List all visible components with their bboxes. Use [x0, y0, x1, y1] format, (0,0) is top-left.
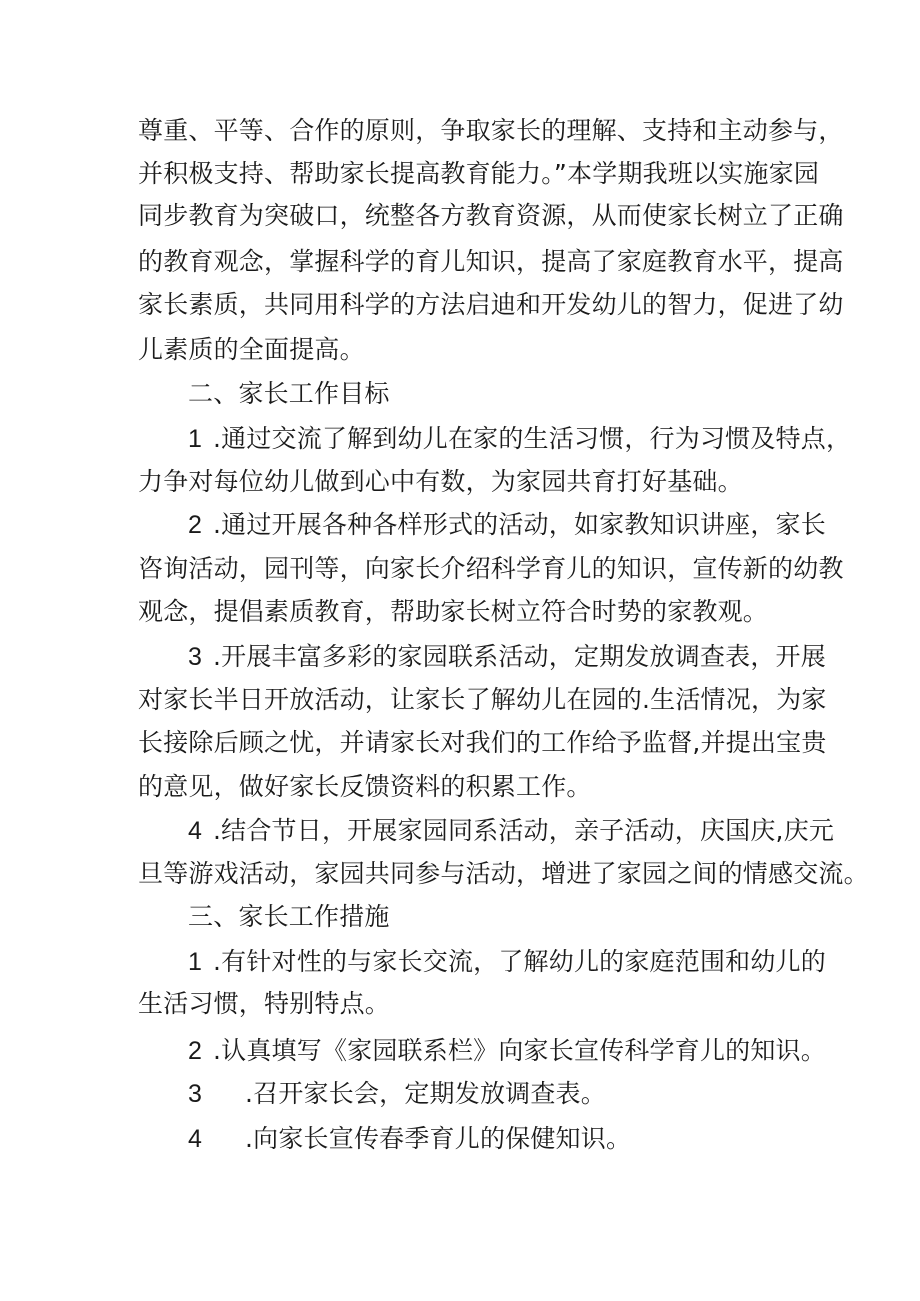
list-number: 2: [188, 1037, 203, 1065]
section-heading: 三、家长工作措施: [188, 902, 390, 931]
list-number: 2: [188, 511, 203, 539]
list-item-text: .认真填写《家园联系栏》向家长宣传科学育儿的知识。: [213, 1036, 826, 1065]
paragraph-line: 家长素质，共同用科学的方法启迪和开发幼儿的智力，促进了幼: [138, 290, 844, 319]
list-number: 4: [188, 1125, 203, 1153]
list-item-text: .有针对性的与家长交流，了解幼儿的家庭范围和幼儿的: [213, 947, 826, 976]
list-item-text: .结合节日，开展家园同系活动，亲子活动，庆国庆,庆元: [213, 816, 835, 845]
paragraph-line: 并积极支持、帮助家长提高教育能力。”本学期我班以实施家园: [138, 159, 820, 188]
list-item-first-line: [188, 1126, 631, 1152]
list-item-line: 观念，提倡素质教育，帮助家长树立符合时势的家教观。: [138, 597, 769, 626]
list-item-first-line: [188, 1081, 606, 1107]
list-item-text: .开展丰富多彩的家园联系活动，定期发放调查表，开展: [213, 642, 826, 671]
list-number: 1: [188, 425, 203, 453]
list-item-line: 旦等游戏活动，家园共同参与活动，增进了家园之间的情感交流。: [138, 859, 869, 888]
list-item-line: 咨询活动，园刊等，向家长介绍科学育儿的知识，宣传新的幼教: [138, 554, 844, 583]
list-number: 1: [188, 948, 203, 976]
paragraph-line: 的教育观念，掌握科学的育儿知识，提高了家庭教育水平，提高: [138, 247, 844, 276]
section-heading: 二、家长工作目标: [188, 379, 390, 408]
list-number: 3: [188, 1080, 203, 1108]
list-item-line: 长接除后顾之忧，并请家长对我们的工作给予监督,并提出宝贵: [138, 728, 827, 757]
list-item-line: 力争对每位幼儿做到心中有数，为家园共育打好基础。: [138, 467, 743, 496]
list-item-first-line: [188, 644, 826, 670]
list-item-first-line: [188, 512, 826, 538]
list-item-text: .向家长宣传春季育儿的保健知识。: [245, 1124, 632, 1153]
list-item-text: .通过交流了解到幼儿在家的生活习惯，行为习惯及特点，: [213, 424, 852, 453]
list-item-first-line: [188, 1038, 826, 1064]
list-item-first-line: [188, 818, 834, 844]
list-item-line: 对家长半日开放活动，让家长了解幼儿在园的.生活情况，为家: [138, 685, 827, 714]
list-item-first-line: [188, 949, 826, 975]
list-number: 3: [188, 643, 203, 671]
list-item-text: .通过开展各种各样形式的活动，如家教知识讲座，家长: [213, 510, 826, 539]
paragraph-line: 同步教育为突破口，统整各方教育资源，从而使家长树立了正确: [138, 201, 844, 230]
list-item-line: 生活习惯，特别特点。: [138, 989, 391, 1018]
list-item-first-line: [188, 426, 851, 452]
list-item-line: 的意见，做好家长反馈资料的积累工作。: [138, 772, 592, 801]
list-number: 4: [188, 817, 203, 845]
list-item-text: .召开家长会，定期发放调查表。: [245, 1079, 606, 1108]
paragraph-line: 儿素质的全面提高。: [138, 335, 365, 364]
paragraph-line: 尊重、平等、合作的原则，争取家长的理解、支持和主动参与，: [138, 116, 844, 145]
